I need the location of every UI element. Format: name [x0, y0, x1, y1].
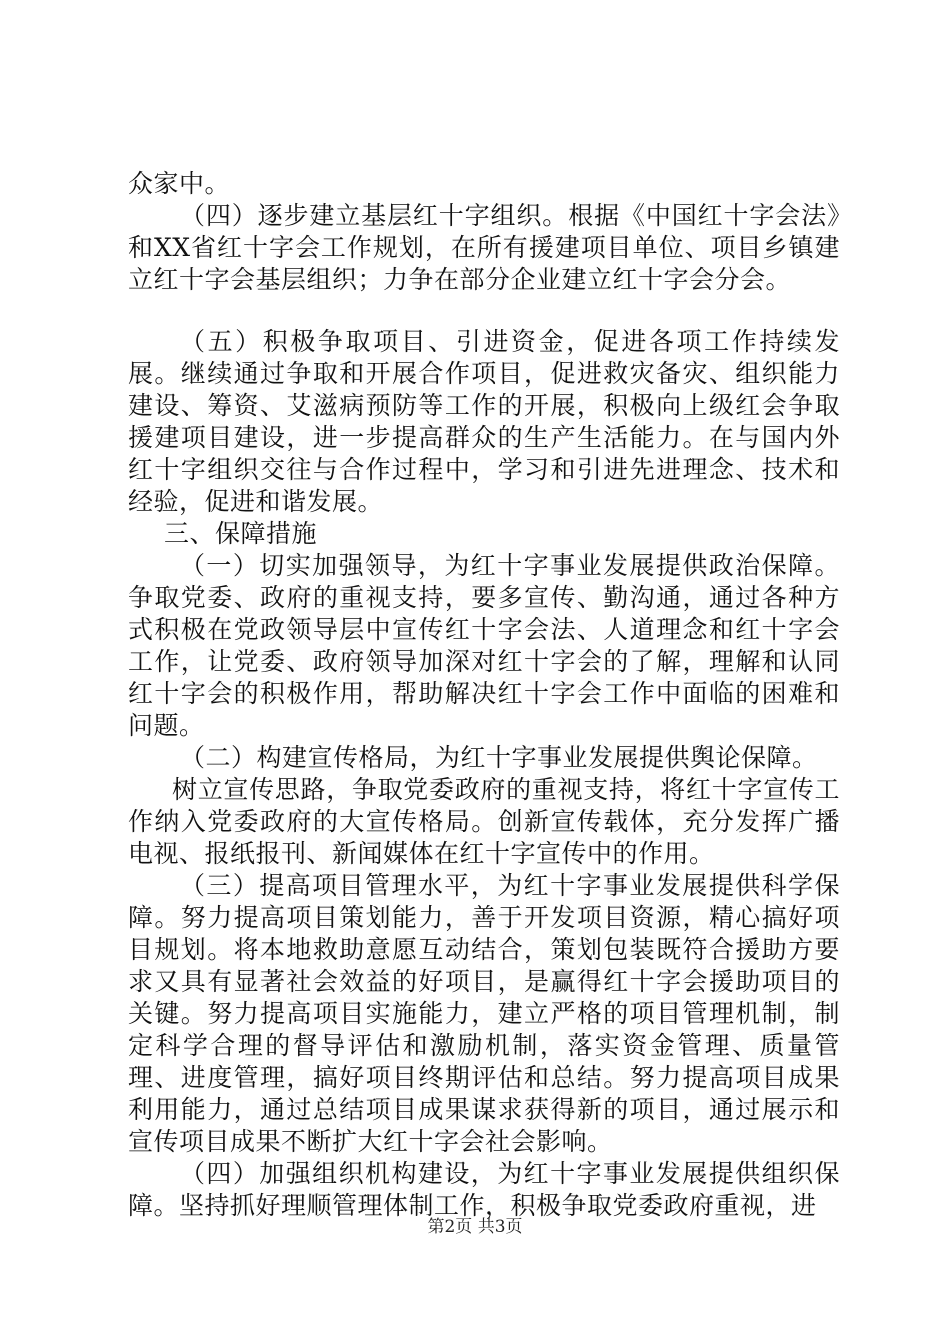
paragraph-publicity-heading: （二）构建宣传格局，为红十字事业发展提供舆论保障。 [180, 743, 818, 772]
paragraph-grassroots-organization: （四）逐步建立基层红十字组织。根据《中国红十字会法》和XX省红十字会工作规划，在所有援建项目单位、项目乡镇建立红十字会基层组织；力争在部分企业建立红十字会分会。 [128, 201, 840, 294]
paragraph-leadership: （一）切实加强领导，为红十字事业发展提供政治保障。争取党委、政府的重视支持，要多宣传、勤沟通，通过各种方式积极在党政领导层中宣传红十字会法、人道理念和红十字会工作，让党委、政府领导加深对红十字会的了解，理解和认同红十字会的积极作用，帮助解决红十字会工作中面临的困难和问题。 [128, 551, 840, 740]
paragraph-continuation: 众家中。 [128, 169, 231, 198]
paragraph-organization-building: （四）加强组织机构建设，为红十字事业发展提供组织保障。坚持抓好理顺管理体制工作，积极争取党委政府重视，进 [128, 1159, 840, 1220]
document-body [128, 168, 840, 1222]
page-number-footer: 第2页 共3页 [427, 1217, 523, 1237]
paragraph-project-management: （三）提高项目管理水平，为红十字事业发展提供科学保障。努力提高项目策划能力，善于开发项目资源，精心搞好项目规划。将本地救助意愿互动结合，策划包装既符合援助方要求又具有显著社会效益的好项目，是赢得红十字会援助项目的关键。努力提高项目实施能力，建立严格的项目管理机制，制定科学合理的督导评估和激励机制，落实资金管理、质量管理、进度管理，搞好项目终期评估和总结。努力提高项目成果利用能力，通过总结项目成果谋求获得新的项目，通过展示和宣传项目成果不断扩大红十字会社会影响。 [128, 871, 840, 1156]
paragraph-projects-funding: （五）积极争取项目、引进资金，促进各项工作持续发展。继续通过争取和开展合作项目，促进救灾备灾、组织能力建设、筹资、艾滋病预防等工作的开展，积极向上级红会争取援建项目建设，进一步提高群众的生产生活能力。在与国内外红十字组织交往与合作过程中，学习和引进先进理念、技术和经验，促进和谐发展。 [128, 327, 840, 516]
section-heading-safeguards: 三、保障措施 [164, 519, 318, 548]
paragraph-publicity: 树立宣传思路，争取党委政府的重视支持，将红十字宣传工作纳入党委政府的大宣传格局。创新宣传载体，充分发挥广播电视、报纸报刊、新闻媒体在红十字宣传中的作用。 [128, 775, 840, 868]
